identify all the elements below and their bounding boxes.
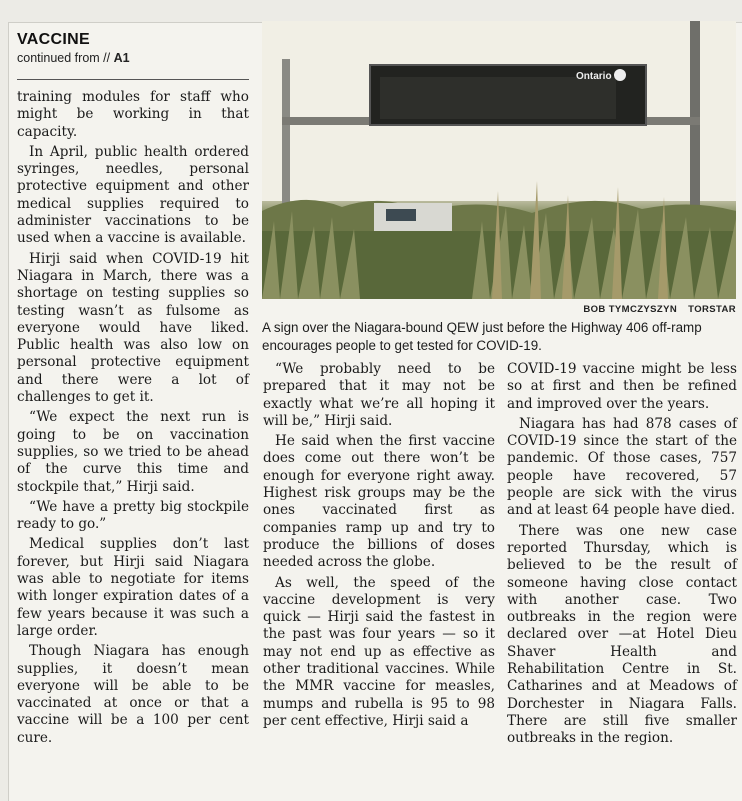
text-column-3 xyxy=(507,361,737,748)
paragraph: Medical supplies don’t last forever, but Hirji said Niagara was able to negotiate for items with longer expiration dates of a few years because it was such a large order. xyxy=(17,536,249,639)
paragraph: COVID-19 vaccine might be less so at first and then be refined and improved over the years. xyxy=(507,361,737,412)
text-column-2 xyxy=(263,361,495,730)
paragraph: There was one new case reported Thursday, which is believed to be the result of someone having close contact with another case. Two outbreaks in the region were declared over —at Hotel Dieu Shaver Health and Rehabilitation Centre in St. Catharines and at Meadows of Dorchester in Niagara Falls. There are still five smaller outbreaks in the region. xyxy=(507,522,737,747)
text-column-1 xyxy=(17,89,249,747)
photo-illustration xyxy=(262,21,736,299)
section-kicker: VACCINE xyxy=(17,31,90,48)
photo-credit xyxy=(262,304,736,315)
ontario-trillium-icon xyxy=(614,69,626,81)
paragraph: In April, public health ordered syringes, needles, personal protective equipment and other medical supplies required to administer vaccinations to be used when a vaccine is available. xyxy=(17,143,249,247)
paragraph: “We expect the next run is going to be on vaccination supplies, so we tried to be ahead of the curve this time and stockpile that,” Hirji said. xyxy=(17,409,249,495)
paragraph: training modules for staff who might be working in that capacity. xyxy=(17,89,249,140)
photo-caption: A sign over the Niagara-bound QEW just before the Highway 406 off-ramp encourages people to get tested for COVID-19. xyxy=(262,320,702,353)
newspaper-page xyxy=(8,22,742,801)
article-header xyxy=(17,31,257,65)
sign-text: Ontario xyxy=(576,71,612,82)
header-divider xyxy=(17,79,249,80)
highway-sign-photo xyxy=(262,21,736,299)
photographer-name: BOB TYMCZYSZYN xyxy=(583,304,678,315)
continued-page: A1 xyxy=(113,51,130,65)
paragraph: He said when the first vaccine does come out there won’t be enough for everyone right away. Highest risk groups may be the ones vaccinated first as companies ramp up and try to produce the billions of doses needed across the globe. xyxy=(263,433,495,571)
continued-prefix: continued from // xyxy=(17,51,111,65)
credit-organization: TORSTAR xyxy=(688,304,736,315)
paragraph: Hirji said when COVID-19 hit Niagara in March, there was a shortage on testing supplies so testing wasn’t as fulsome as everyone would have liked. Public health was also low on personal protective equipment and there were a lot of challenges to get it. xyxy=(17,250,249,406)
paragraph: Though Niagara has enough supplies, it doesn’t mean everyone will be able to be vaccinated at once or that a vaccine will be a 100 per cent cure. xyxy=(17,643,249,746)
paragraph: “We have a pretty big stockpile ready to go.” xyxy=(17,498,249,533)
paragraph: As well, the speed of the vaccine development is very quick — Hirji said the fastest in the past was four years — so it may not end up as effective as other traditional vaccines. While the MMR vaccine for measles, mumps and rubella is 95 to 98 per cent effective, Hirji said a xyxy=(263,574,495,729)
paragraph: Niagara has had 878 cases of COVID-19 since the start of the pandemic. Of those cases, 757 people have recovered, 57 people are sick with the virus and at least 64 people have died. xyxy=(507,415,737,519)
paragraph: “We probably need to be prepared that it may not be exactly what we’re all hoping it will be,” Hirji said. xyxy=(263,361,495,429)
continued-from-line xyxy=(17,51,257,65)
